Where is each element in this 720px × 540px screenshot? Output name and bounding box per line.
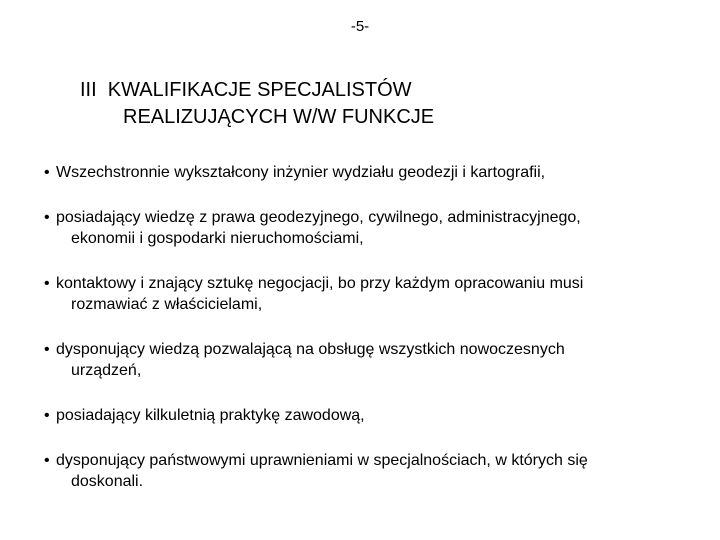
list-item xyxy=(44,207,704,249)
list-item-line: dysponujący państwowymi uprawnieniami w specjalnościach, w których się xyxy=(56,452,588,469)
bullet-icon: • xyxy=(44,164,50,181)
bullet-icon: • xyxy=(44,452,50,469)
list-item-line: dysponujący wiedzą pozwalającą na obsługę wszystkich nowoczesnych xyxy=(56,341,565,358)
list-item-text xyxy=(56,339,704,381)
list-item-line: urządzeń, xyxy=(71,362,142,379)
list-item-line: kontaktowy i znający sztukę negocjacji, bo przy każdym opracowaniu musi xyxy=(56,275,584,292)
list-item-text xyxy=(56,162,704,183)
qualifications-list xyxy=(44,162,704,492)
bullet-icon: • xyxy=(44,275,50,292)
section-heading-line-1: III KWALIFIKACJE SPECJALISTÓW xyxy=(80,79,412,101)
list-item xyxy=(44,273,704,315)
list-item xyxy=(44,162,704,183)
list-item-line: ekonomii i gospodarki nieruchomościami, xyxy=(71,230,364,247)
list-item xyxy=(44,339,704,381)
section-heading-line-2: REALIZUJĄCYCH W/W FUNKCJE xyxy=(123,106,435,128)
list-item-text xyxy=(56,207,704,249)
page-number: -5- xyxy=(350,18,370,35)
list-item xyxy=(44,405,704,426)
list-item-line: Wszechstronnie wykształcony inżynier wydziału geodezji i kartografii, xyxy=(56,164,546,181)
list-item-line: rozmawiać z właścicielami, xyxy=(71,296,263,313)
list-item-line: posiadający kilkuletnią praktykę zawodową, xyxy=(56,407,365,424)
bullet-icon: • xyxy=(44,407,50,424)
bullet-icon: • xyxy=(44,341,50,358)
list-item-line: doskonali. xyxy=(71,473,144,490)
list-item xyxy=(44,450,704,492)
list-item-text xyxy=(56,273,704,315)
bullet-icon: • xyxy=(44,209,50,226)
list-item-text xyxy=(56,450,704,492)
list-item-line: posiadający wiedzę z prawa geodezyjnego, cywilnego, administracyjnego, xyxy=(56,209,581,226)
list-item-text xyxy=(56,405,704,426)
section-heading xyxy=(80,77,434,131)
